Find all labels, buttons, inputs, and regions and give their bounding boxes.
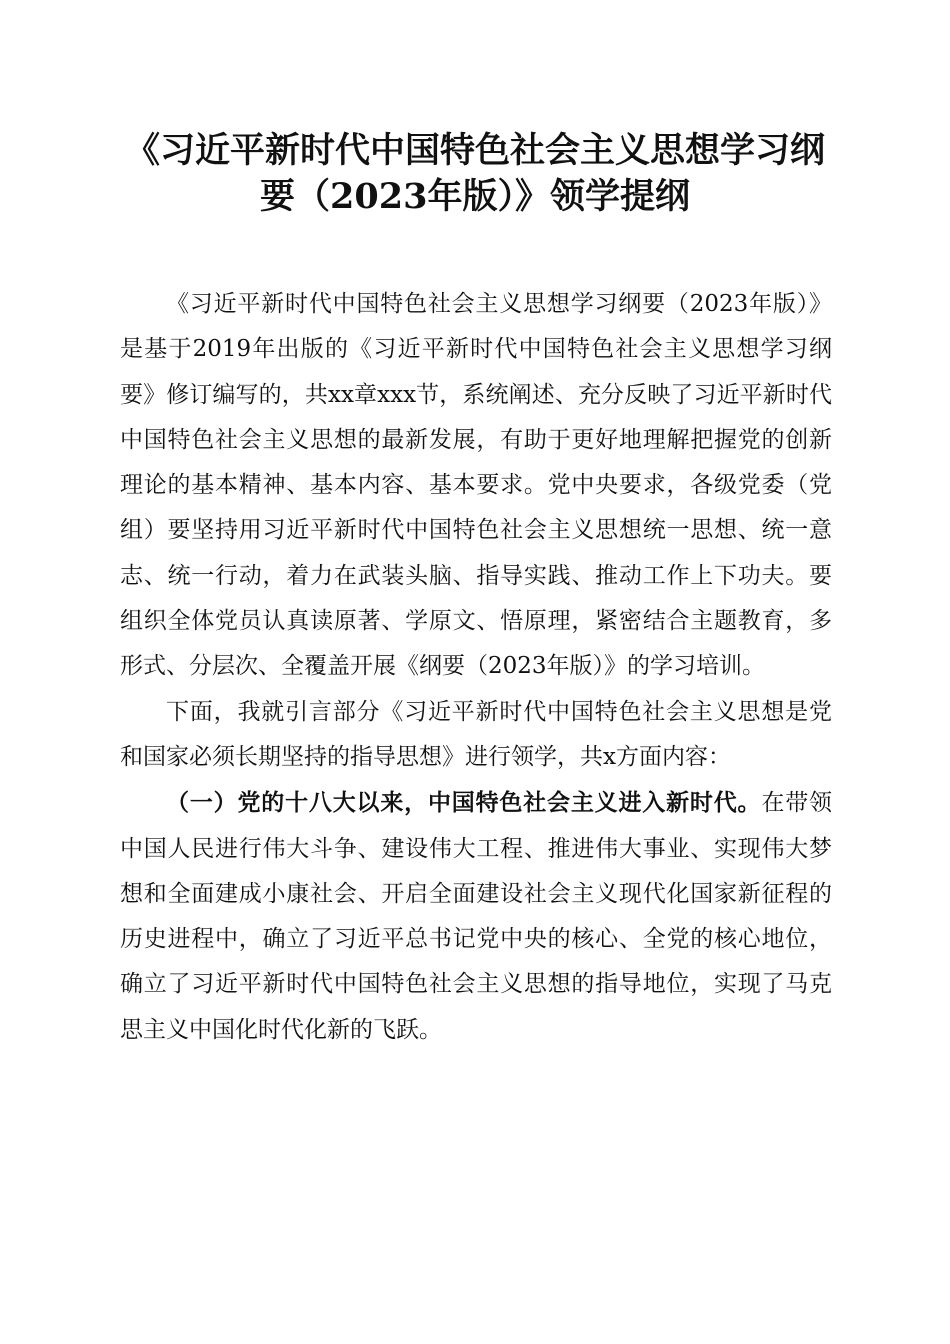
section-1-text: 在带领中国人民进行伟大斗争、建设伟大工程、推进伟大事业、实现伟大梦想和全面建成小康社会、开启全面建设社会主义现代化国家新征程的历史进程中，确立了习近平总书记党中央的核心、全党的核心地位，确立了习近平新时代中国特色社会主义思想的指导地位，实现了马克思主义中国化时代化新的飞跃。	[120, 790, 833, 1043]
document-title	[110, 128, 840, 220]
paragraph-section-1	[120, 780, 832, 1053]
title-line-2: 要（2023年版）》领学提纲	[260, 176, 690, 217]
paragraph-intro: 《习近平新时代中国特色社会主义思想学习纲要（2023年版）》是基于2019年出版的《习近平新时代中国特色社会主义思想学习纲要》修订编写的，共xx章xxx节，系统阐述、充分反映了习近平新时代中国特色社会主义思想的最新发展，有助于更好地理解把握党的创新理论的基本精神、基本内容、基本要求。党中央要求，各级党委（党组）要坚持用习近平新时代中国特色社会主义思想统一思想、统一意志、统一行动，着力在武装头脑、指导实践、推动工作上下功夫。要组织全体党员认真读原著、学原文、悟原理，紧密结合主题教育，多形式、分层次、全覆盖开展《纲要（2023年版）》的学习培训。	[120, 291, 832, 680]
document-body	[120, 282, 832, 1053]
section-1-heading: （一）党的十八大以来，中国特色社会主义进入新时代。	[166, 789, 762, 817]
paragraph-overview: 下面，我就引言部分《习近平新时代中国特色社会主义思想是党和国家必须长期坚持的指导思想》进行领学，共x方面内容：	[120, 698, 832, 770]
title-line-1: 《习近平新时代中国特色社会主义思想学习纲	[124, 130, 825, 171]
